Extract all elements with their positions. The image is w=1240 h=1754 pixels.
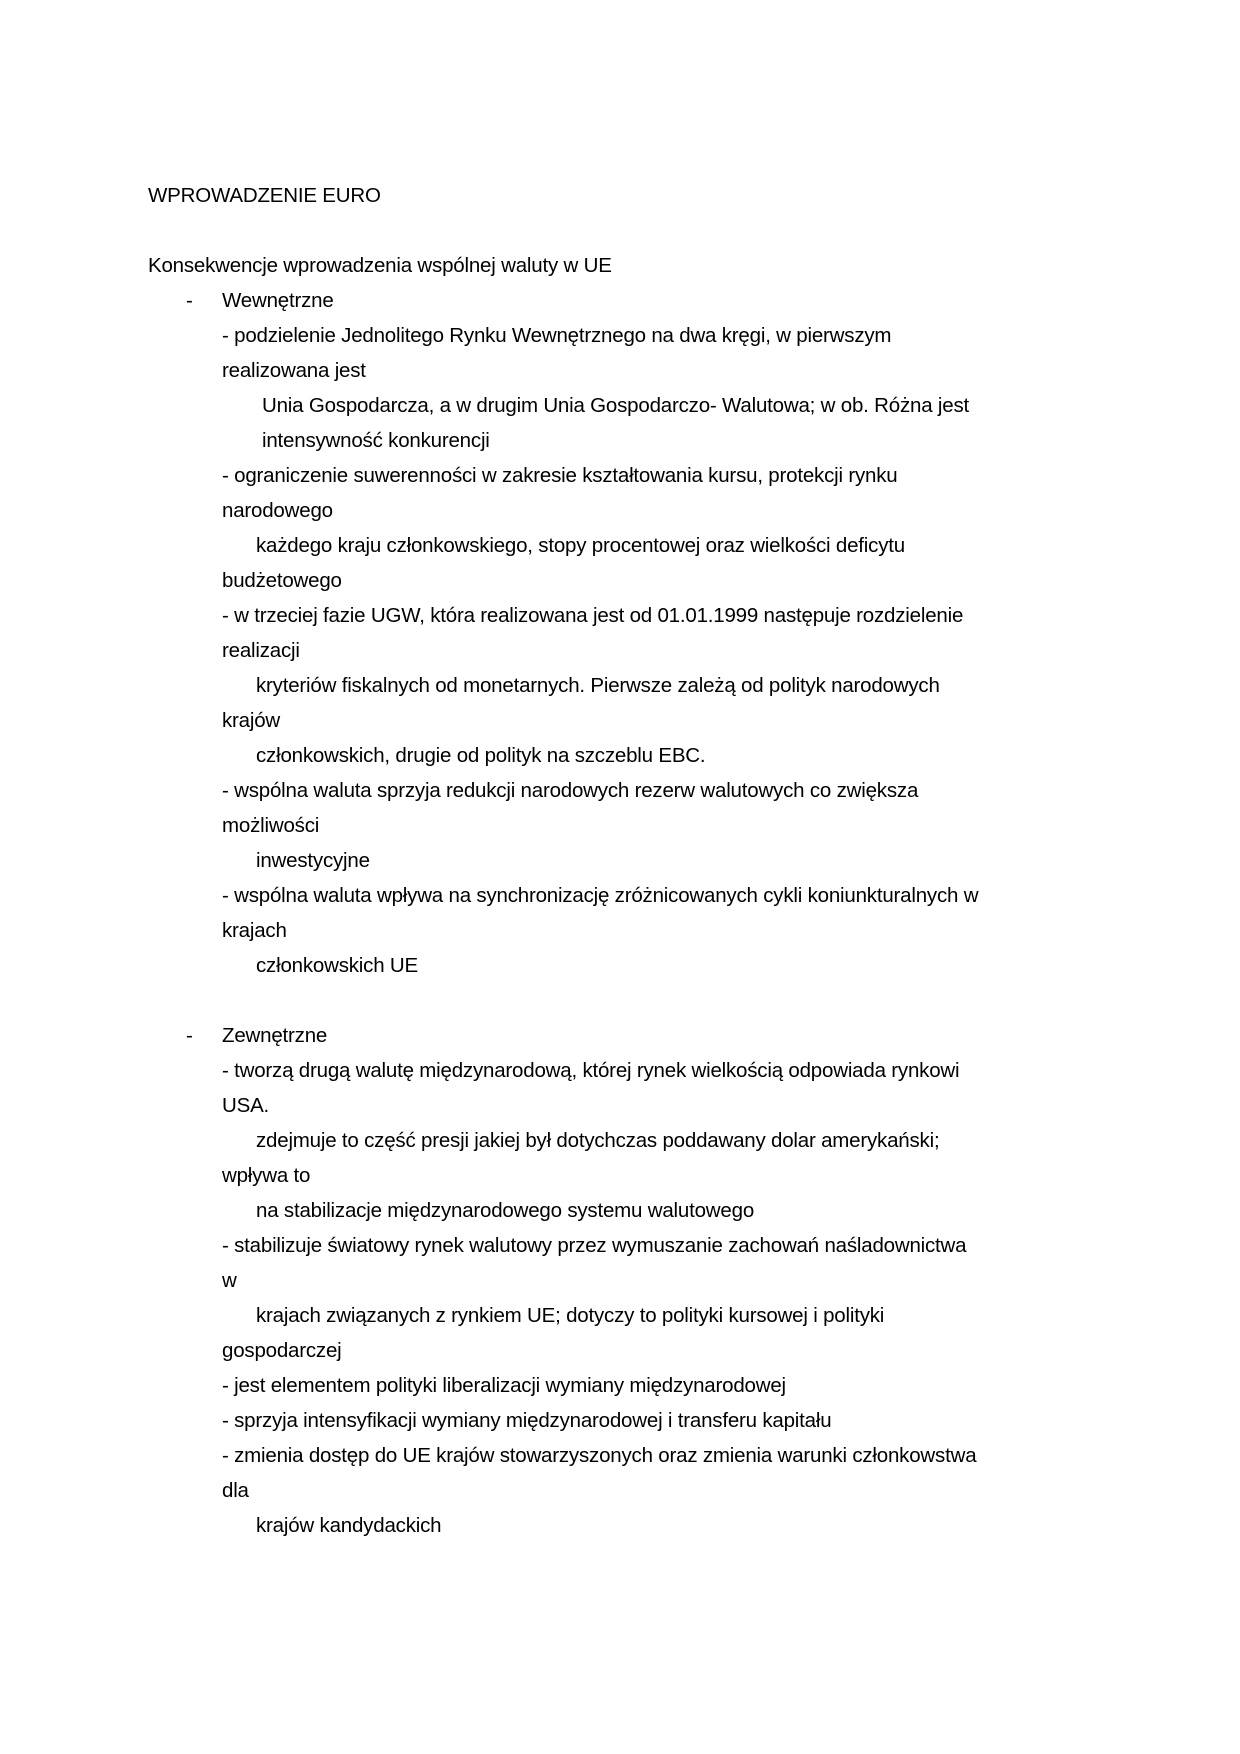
body-line: - ograniczenie suwerenności w zakresie kształtowania kursu, protekcji rynku <box>222 464 898 487</box>
body-line: kryteriów fiskalnych od monetarnych. Pierwsze zależą od polityk narodowych <box>256 674 940 697</box>
body-line: krajach związanych z rynkiem UE; dotyczy to polityki kursowej i polityki <box>256 1304 885 1327</box>
body-line: - w trzeciej fazie UGW, która realizowana jest od 01.01.1999 następuje rozdzielenie <box>222 604 964 627</box>
body-line: na stabilizacje międzynarodowego systemu walutowego <box>256 1199 755 1222</box>
body-line: - wspólna waluta sprzyja redukcji narodowych rezerw walutowych co zwiększa <box>222 779 919 802</box>
body-line: - zmienia dostęp do UE krajów stowarzyszonych oraz zmienia warunki członkowstwa <box>222 1444 977 1467</box>
body-line: gospodarczej <box>222 1339 342 1362</box>
section-bullet-dash: - <box>186 289 193 312</box>
body-line: krajów kandydackich <box>256 1514 442 1537</box>
document-title: WPROWADZENIE EURO <box>148 184 381 207</box>
body-line: Unia Gospodarcza, a w drugim Unia Gospodarczo- Walutowa; w ob. Różna jest <box>262 394 970 417</box>
body-line: - wspólna waluta wpływa na synchronizację zróżnicowanych cykli koniunkturalnych w <box>222 884 979 907</box>
document-subtitle: Konsekwencje wprowadzenia wspólnej waluty w UE <box>148 254 612 277</box>
body-line: narodowego <box>222 499 333 522</box>
body-line: zdejmuje to część presji jakiej był dotychczas poddawany dolar amerykański; <box>256 1129 940 1152</box>
body-line: USA. <box>222 1094 270 1117</box>
body-line: intensywność konkurencji <box>262 429 490 452</box>
body-line: krajach <box>222 919 287 942</box>
body-line: realizowana jest <box>222 359 366 382</box>
body-line: realizacji <box>222 639 300 662</box>
body-line: członkowskich, drugie od polityk na szczeblu EBC. <box>256 744 706 767</box>
body-line: dla <box>222 1479 249 1502</box>
body-line: - tworzą drugą walutę międzynarodową, której rynek wielkością odpowiada rynkowi <box>222 1059 960 1082</box>
body-line: krajów <box>222 709 281 732</box>
body-line: - sprzyja intensyfikacji wymiany międzynarodowej i transferu kapitału <box>222 1409 832 1432</box>
body-line: - stabilizuje światowy rynek walutowy przez wymuszanie zachowań naśladownictwa <box>222 1234 967 1257</box>
section-bullet-dash: - <box>186 1024 193 1047</box>
body-line: wpływa to <box>222 1164 311 1187</box>
section-heading-internal: Wewnętrzne <box>222 289 334 312</box>
section-heading-external: Zewnętrzne <box>222 1024 328 1047</box>
body-line: członkowskich UE <box>256 954 418 977</box>
body-line: - jest elementem polityki liberalizacji wymiany międzynarodowej <box>222 1374 786 1397</box>
body-line: każdego kraju członkowskiego, stopy procentowej oraz wielkości deficytu <box>256 534 905 557</box>
body-line: w <box>222 1269 237 1292</box>
body-line: - podzielenie Jednolitego Rynku Wewnętrznego na dwa kręgi, w pierwszym <box>222 324 892 347</box>
body-line: inwestycyjne <box>256 849 370 872</box>
body-line: możliwości <box>222 814 320 837</box>
body-line: budżetowego <box>222 569 342 592</box>
